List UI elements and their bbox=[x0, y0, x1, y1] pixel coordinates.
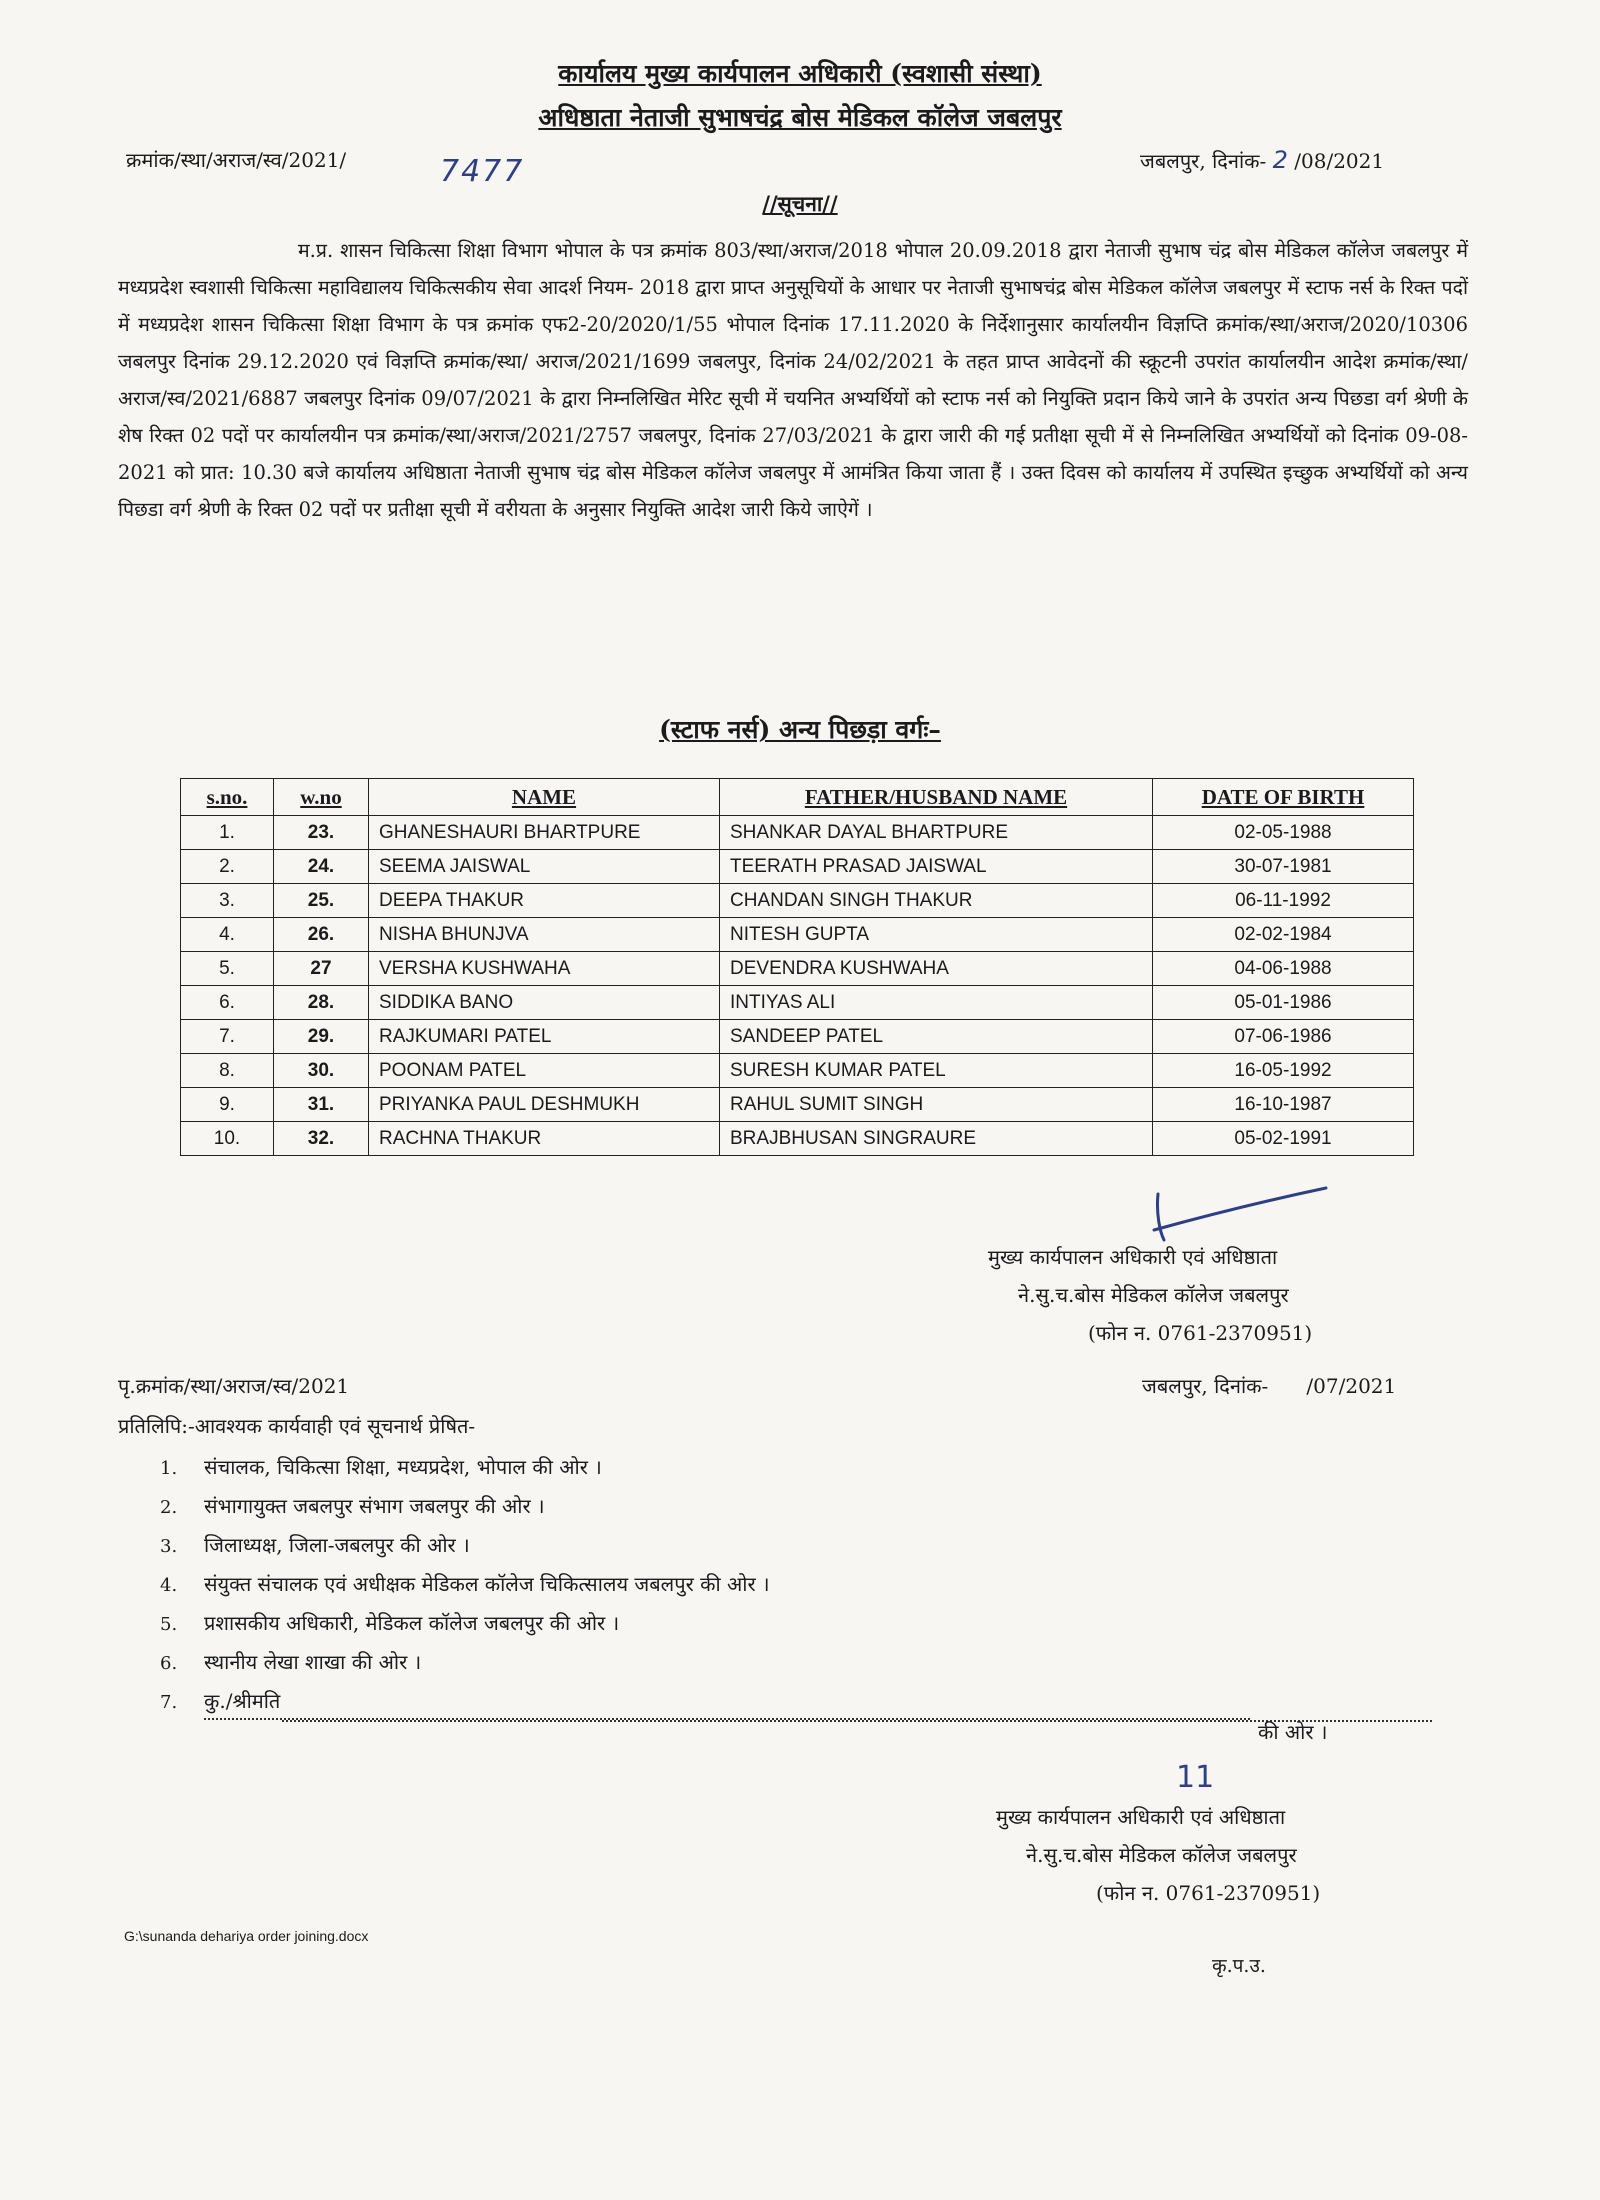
cell-sno: 1. bbox=[181, 816, 274, 850]
header-dob: DATE OF BIRTH bbox=[1153, 779, 1414, 816]
date-prefix: जबलपुर, दिनांक- bbox=[1140, 149, 1267, 173]
cell-wno: 27 bbox=[274, 952, 369, 986]
table-row bbox=[181, 1020, 1414, 1054]
header-wno: w.no bbox=[274, 779, 369, 816]
cell-wno: 25. bbox=[274, 884, 369, 918]
signatory-institution: ने.सु.च.बोस मेडिकल कॉलेज जबलपुर bbox=[1018, 1283, 1289, 1307]
cell-name: NISHA BHUNJVA bbox=[369, 918, 720, 952]
table-row bbox=[181, 1088, 1414, 1122]
reference-number: क्रमांक/स्था/अराज/स्व/2021/ bbox=[126, 148, 347, 172]
cell-dob: 04-06-1988 bbox=[1153, 952, 1414, 986]
signature-icon bbox=[1150, 1184, 1330, 1244]
cell-wno: 29. bbox=[274, 1020, 369, 1054]
signature-block-2 bbox=[996, 1798, 1436, 1912]
signatory-phone: (फोन न. 0761-2370951) bbox=[1096, 1881, 1321, 1905]
cell-name: POONAM PATEL bbox=[369, 1054, 720, 1088]
notice-title: //सूचना// bbox=[762, 191, 838, 216]
candidate-table bbox=[180, 778, 1414, 1156]
cell-sno: 8. bbox=[181, 1054, 274, 1088]
cell-name: DEEPA THAKUR bbox=[369, 884, 720, 918]
list-item: 7. कु./श्रीमति bbox=[160, 1682, 1432, 1721]
list-item: 6. स्थानीय लेखा शाखा की ओर । bbox=[160, 1650, 422, 1674]
handwritten-initials: 11 bbox=[1176, 1760, 1215, 1795]
cell-wno: 23. bbox=[274, 816, 369, 850]
copy-reference-date: जबलपुर, दिनांक- /07/2021 bbox=[1142, 1374, 1397, 1398]
cell-dob: 30-07-1981 bbox=[1153, 850, 1414, 884]
table-row bbox=[181, 986, 1414, 1020]
cell-sno: 10. bbox=[181, 1122, 274, 1156]
cell-name: GHANESHAURI BHARTPURE bbox=[369, 816, 720, 850]
cell-dob: 05-02-1991 bbox=[1153, 1122, 1414, 1156]
list-item: 5. प्रशासकीय अधिकारी, मेडिकल कॉलेज जबलपुर की ओर । bbox=[160, 1611, 620, 1635]
cell-name: RAJKUMARI PATEL bbox=[369, 1020, 720, 1054]
cell-father-name: RAHUL SUMIT SINGH bbox=[720, 1088, 1153, 1122]
cell-sno: 6. bbox=[181, 986, 274, 1020]
list-item: 3. जिलाध्यक्ष, जिला-जबलपुर की ओर । bbox=[160, 1533, 470, 1557]
cell-father-name: SHANKAR DAYAL BHARTPURE bbox=[720, 816, 1153, 850]
cell-wno: 30. bbox=[274, 1054, 369, 1088]
date-suffix: /08/2021 bbox=[1294, 149, 1385, 173]
cell-name: RACHNA THAKUR bbox=[369, 1122, 720, 1156]
table-row bbox=[181, 1122, 1414, 1156]
cell-father-name: SURESH KUMAR PATEL bbox=[720, 1054, 1153, 1088]
handwritten-reference-number: 7477 bbox=[440, 154, 525, 189]
cell-father-name: DEVENDRA KUSHWAHA bbox=[720, 952, 1153, 986]
signatory-institution: ने.सु.च.बोस मेडिकल कॉलेज जबलपुर bbox=[1026, 1843, 1297, 1867]
table-row bbox=[181, 884, 1414, 918]
list-item: 2. संभागायुक्त जबलपुर संभाग जबलपुर की ओर । bbox=[160, 1494, 545, 1518]
file-path: G:\sunanda dehariya order joining.docx bbox=[124, 1928, 369, 1944]
cell-father-name: INTIYAS ALI bbox=[720, 986, 1153, 1020]
signatory-phone: (फोन न. 0761-2370951) bbox=[1088, 1321, 1313, 1345]
cell-father-name: NITESH GUPTA bbox=[720, 918, 1153, 952]
cell-wno: 24. bbox=[274, 850, 369, 884]
blank-fill-line bbox=[204, 1718, 1250, 1720]
signatory-designation: मुख्य कार्यपालन अधिकारी एवं अधिष्ठाता bbox=[988, 1245, 1278, 1269]
cell-name: PRIYANKA PAUL DESHMUKH bbox=[369, 1088, 720, 1122]
list-item: 1. संचालक, चिकित्सा शिक्षा, मध्यप्रदेश, भोपाल की ओर । bbox=[160, 1455, 602, 1479]
cell-dob: 05-01-1986 bbox=[1153, 986, 1414, 1020]
cell-sno: 4. bbox=[181, 918, 274, 952]
header-sno: s.no. bbox=[181, 779, 274, 816]
section-title: (स्टाफ नर्स) अन्य पिछड़ा वर्गः– bbox=[659, 715, 941, 744]
cell-father-name: BRAJBHUSAN SINGRAURE bbox=[720, 1122, 1153, 1156]
table-row bbox=[181, 850, 1414, 884]
copy-recipient-list bbox=[160, 1448, 1432, 1721]
cell-sno: 9. bbox=[181, 1088, 274, 1122]
cell-name: SIDDIKA BANO bbox=[369, 986, 720, 1020]
cell-sno: 2. bbox=[181, 850, 274, 884]
cell-wno: 32. bbox=[274, 1122, 369, 1156]
cell-wno: 26. bbox=[274, 918, 369, 952]
cell-sno: 5. bbox=[181, 952, 274, 986]
cell-name: VERSHA KUSHWAHA bbox=[369, 952, 720, 986]
cell-dob: 16-10-1987 bbox=[1153, 1088, 1414, 1122]
cell-wno: 28. bbox=[274, 986, 369, 1020]
cell-dob: 06-11-1992 bbox=[1153, 884, 1414, 918]
cell-father-name: TEERATH PRASAD JAISWAL bbox=[720, 850, 1153, 884]
cell-sno: 3. bbox=[181, 884, 274, 918]
closing-text: की ओर । bbox=[1258, 1720, 1328, 1744]
cell-father-name: CHANDAN SINGH THAKUR bbox=[720, 884, 1153, 918]
signature-block-1 bbox=[988, 1238, 1428, 1352]
reference-date bbox=[1140, 146, 1384, 174]
header-father-name: FATHER/HUSBAND NAME bbox=[720, 779, 1153, 816]
signatory-designation: मुख्य कार्यपालन अधिकारी एवं अधिष्ठाता bbox=[996, 1805, 1286, 1829]
cell-wno: 31. bbox=[274, 1088, 369, 1122]
table-row bbox=[181, 816, 1414, 850]
cell-sno: 7. bbox=[181, 1020, 274, 1054]
cell-father-name: SANDEEP PATEL bbox=[720, 1020, 1153, 1054]
copy-title: प्रतिलिपि:-आवश्यक कार्यवाही एवं सूचनार्थ प्रेषित- bbox=[118, 1414, 476, 1438]
cell-dob: 07-06-1986 bbox=[1153, 1020, 1414, 1054]
handwritten-date-day: 2 bbox=[1272, 146, 1288, 174]
header-name: NAME bbox=[369, 779, 720, 816]
table-header-row bbox=[181, 779, 1414, 816]
copy-reference-number: पृ.क्रमांक/स्था/अराज/स्व/2021 bbox=[118, 1374, 350, 1398]
list-item: 4. संयुक्त संचालक एवं अधीक्षक मेडिकल कॉलेज चिकित्सालय जबलपुर की ओर । bbox=[160, 1572, 770, 1596]
cell-dob: 16-05-1992 bbox=[1153, 1054, 1414, 1088]
college-title: अधिष्ठाता नेताजी सुभाषचंद्र बोस मेडिकल कॉलेज जबलपुर bbox=[538, 103, 1062, 132]
table-row bbox=[181, 952, 1414, 986]
cell-name: SEEMA JAISWAL bbox=[369, 850, 720, 884]
notice-body: म.प्र. शासन चिकित्सा शिक्षा विभाग भोपाल के पत्र क्रमांक 803/स्था/अराज/2018 भोपाल 20.09.2018 द्वारा नेताजी सुभाष चंद्र बोस मेडिकल कॉलेज जबलपुर में मध्यप्रदेश स्वशासी चिकित्सा महाविद्यालय चिकित्सकीय सेवा आदर्श नियम- 2018 द्वारा प्राप्त अनुसूचियों के आधार पर नेताजी सुभाषचंद्र बोस मेडिकल कॉलेज जबलपुर में स्टाफ नर्स के रिक्त पदों में मध्यप्रदेश शासन चिकित्सा शिक्षा विभाग के पत्र क्रमांक एफ2-20/2020/1/55 भोपाल दिनांक 17.11.2020 के निर्देशानुसार कार्यालयीन विज्ञप्ति क्रमांक/स्था/अराज/2020/10306 जबलपुर दिनांक 29.12.2020 एवं विज्ञप्ति क्रमांक/स्था/ अराज/2021/1699 जबलपुर, दिनांक 24/02/2021 के तहत प्राप्त आवेदनों की स्क्रूटनी उपरांत कार्यालयीन आदेश क्रमांक/स्था/अराज/स्व/2021/6887 जबलपुर दिनांक 09/07/2021 के द्वारा निम्नलिखित मेरिट सूची में चयनित अभ्यर्थियों को स्टाफ नर्स को नियुक्ति प्रदान किये जाने के उपरांत अन्य पिछडा वर्ग श्रेणी के शेष रिक्त 02 पदों पर कार्यालयीन पत्र क्रमांक/स्था/अराज/2021/2757 जबलपुर, दिनांक 27/03/2021 के द्वारा जारी की गई प्रतीक्षा सूची में से निम्नलिखित अभ्यर्थियों को दिनांक 09-08-2021 को प्रात: 10.30 बजे कार्यालय अधिष्ठाता नेताजी सुभाष चंद्र बोस मेडिकल कॉलेज जबलपुर में आमंत्रित किया जाता हैं । उक्त दिवस को कार्यालय में उपस्थित इच्छुक अभ्यर्थियों को अन्य पिछडा वर्ग श्रेणी के रिक्त 02 पदों पर प्रतीक्षा सूची में वरीयता के अनुसार नियुक्ति आदेश जारी किये जाऐगें । bbox=[118, 239, 1468, 521]
table-row bbox=[181, 1054, 1414, 1088]
office-title: कार्यालय मुख्य कार्यपालन अधिकारी (स्वशासी संस्था) bbox=[558, 59, 1042, 88]
cell-dob: 02-02-1984 bbox=[1153, 918, 1414, 952]
please-turn-over: कृ.प.उ. bbox=[1212, 1955, 1266, 1977]
table-row bbox=[181, 918, 1414, 952]
cell-dob: 02-05-1988 bbox=[1153, 816, 1414, 850]
